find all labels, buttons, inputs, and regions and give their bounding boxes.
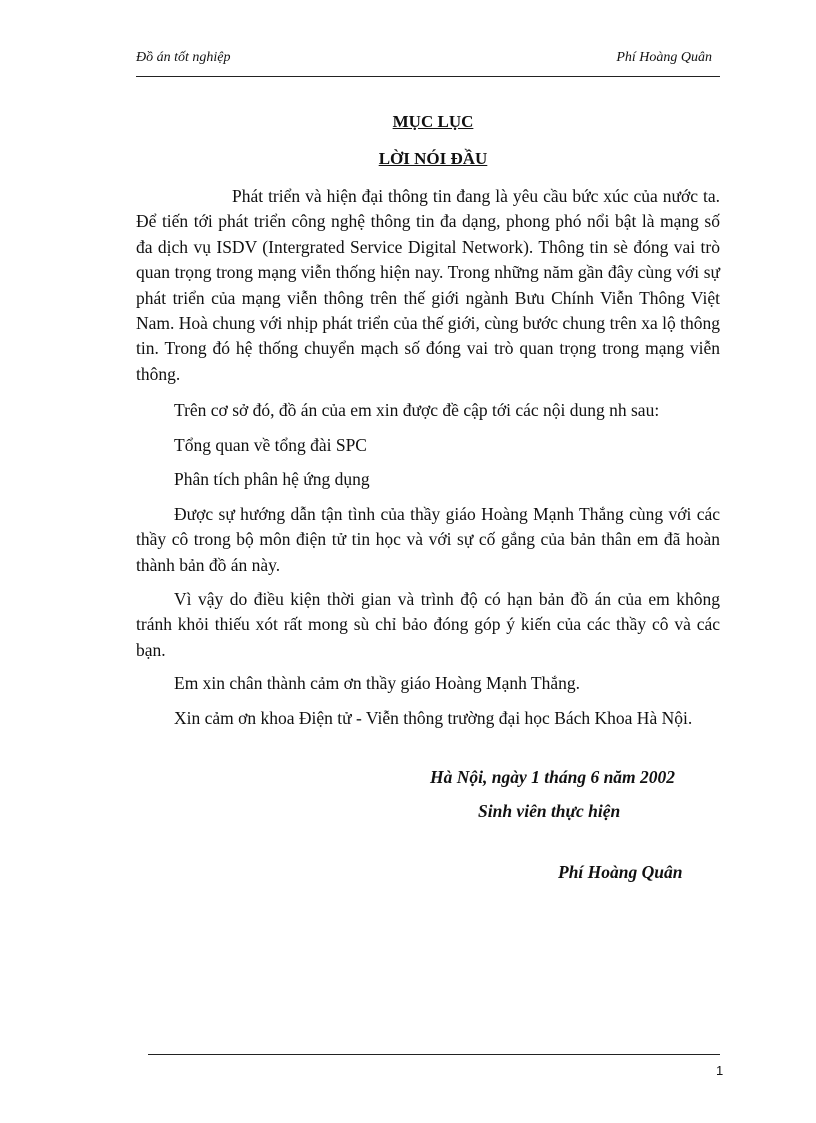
thanks-faculty-paragraph: Xin cảm ơn khoa Điện tử - Viễn thông trường đại học Bách Khoa Hà Nội.	[174, 708, 693, 728]
thanks-teacher-paragraph: Em xin chân thành cảm ơn thầy giáo Hoàng Mạnh Thắng.	[174, 673, 580, 693]
content-intro-paragraph: Trên cơ sở đó, đồ án của em xin được đề cập tới các nội dung nh sau:	[174, 400, 660, 420]
footer-divider	[148, 1054, 720, 1055]
signature-role: Sinh viên thực hiện	[478, 801, 621, 821]
guidance-paragraph: Được sự hướng dẫn tận tình của thầy giáo Hoàng Mạnh Thắng cùng với các thầy cô trong bộ môn điện tử tin học và với sự cố gắng của bản thân em đã hoàn thành bản đồ án này.	[136, 504, 720, 575]
page-header	[136, 50, 720, 70]
signature-name: Phí Hoàng Quân	[558, 862, 683, 882]
header-document-type: Đồ án tốt nghiệp	[136, 50, 231, 65]
limitations-paragraph: Vì vậy do điều kiện thời gian và trình độ có hạn bản đồ án của em không tránh khỏi thiếu xót rất mong sù chỉ bảo đóng góp ý kiến của các thầy cô và các bạn.	[136, 589, 720, 660]
page-number: 1	[716, 1063, 724, 1078]
signature-date: Hà Nội, ngày 1 tháng 6 năm 2002	[430, 767, 676, 787]
header-divider	[136, 76, 720, 77]
intro-paragraph	[136, 184, 720, 387]
content-item-1: Tổng quan về tổng đài SPC	[174, 435, 367, 455]
content-item-2: Phân tích phân hệ ứng dụng	[174, 469, 370, 489]
header-author: Phí Hoàng Quân	[616, 50, 712, 65]
intro-paragraph-text: Phát triển và hiện đại thông tin đang là yêu cầu bức xúc của nước ta. Để tiến tới phát triển công nghệ thông tin đa dạng, phong phó nổi bật là mạng số đa dịch vụ ISDV (Intergrated Service Digital Network). Thông tin sè đóng vai trò quan trọng trong mạng viễn thống hiện nay. Trong những năm gần đây cùng với sự phát triển của mạng viễn thông trên thế giới ngành Bưu Chính Viễn Thông Việt Nam. Hoà chung với nhịp phát triển của thế giới, cùng bước chung trên xa lộ thông tin. Trong đó hệ thống chuyển mạch số đóng vai trò quan trọng trong mạng viễn thông.	[136, 186, 720, 384]
preface-heading: LỜI NÓI ĐẦU	[378, 149, 488, 168]
toc-heading: MỤC LỤC	[392, 112, 474, 131]
